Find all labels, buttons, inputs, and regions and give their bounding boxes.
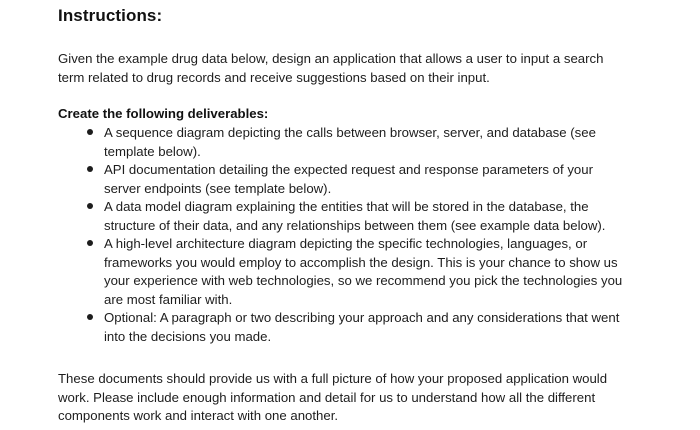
deliverable-data-model (58, 198, 658, 235)
deliverable-line: A data model diagram explaining the entities that will be stored in the database, the (104, 199, 589, 214)
deliverables-heading: Create the following deliverables: (58, 106, 269, 121)
bullet-icon (87, 240, 93, 246)
outro-line: components work and interact with one another. (58, 408, 339, 423)
intro-paragraph (58, 50, 658, 87)
deliverable-line: into the decisions you made. (104, 328, 272, 344)
instructions-title: Instructions: (58, 6, 163, 25)
deliverable-line: are most familiar with. (104, 291, 233, 307)
deliverable-line: template below). (104, 143, 201, 159)
bullet-icon (87, 203, 93, 209)
deliverable-optional-paragraph (58, 309, 658, 346)
intro-line: term related to drug records and receive suggestions based on their input. (58, 69, 490, 85)
deliverables-list (58, 124, 658, 346)
deliverable-sequence-diagram (58, 124, 658, 161)
deliverable-line: A high-level architecture diagram depicting the specific technologies, languages, or (104, 236, 588, 251)
deliverable-architecture-diagram (58, 235, 658, 309)
bullet-icon (87, 166, 93, 172)
deliverable-line: Optional: A paragraph or two describing your approach and any considerations that went (104, 310, 620, 325)
deliverable-line: frameworks you would employ to accomplish the design. This is your chance to show us (104, 254, 618, 270)
deliverable-api-documentation (58, 161, 658, 198)
outro-line: work. Please include enough information and detail for us to understand how all the different (58, 389, 596, 405)
deliverable-line: API documentation detailing the expected request and response parameters of your (104, 162, 593, 177)
deliverable-line: server endpoints (see template below). (104, 180, 332, 196)
intro-line: Given the example drug data below, design an application that allows a user to input a search (58, 51, 604, 66)
deliverable-line: A sequence diagram depicting the calls between browser, server, and database (see (104, 125, 596, 140)
deliverable-line: your experience with web technologies, so we recommend you pick the technologies you (104, 273, 623, 288)
outro-paragraph (58, 370, 658, 426)
outro-line: These documents should provide us with a full picture of how your proposed application would (58, 371, 608, 386)
deliverable-line: structure of their data, and any relationships between them (see example data below). (104, 217, 606, 233)
bullet-icon (87, 129, 93, 135)
bullet-icon (87, 314, 93, 320)
